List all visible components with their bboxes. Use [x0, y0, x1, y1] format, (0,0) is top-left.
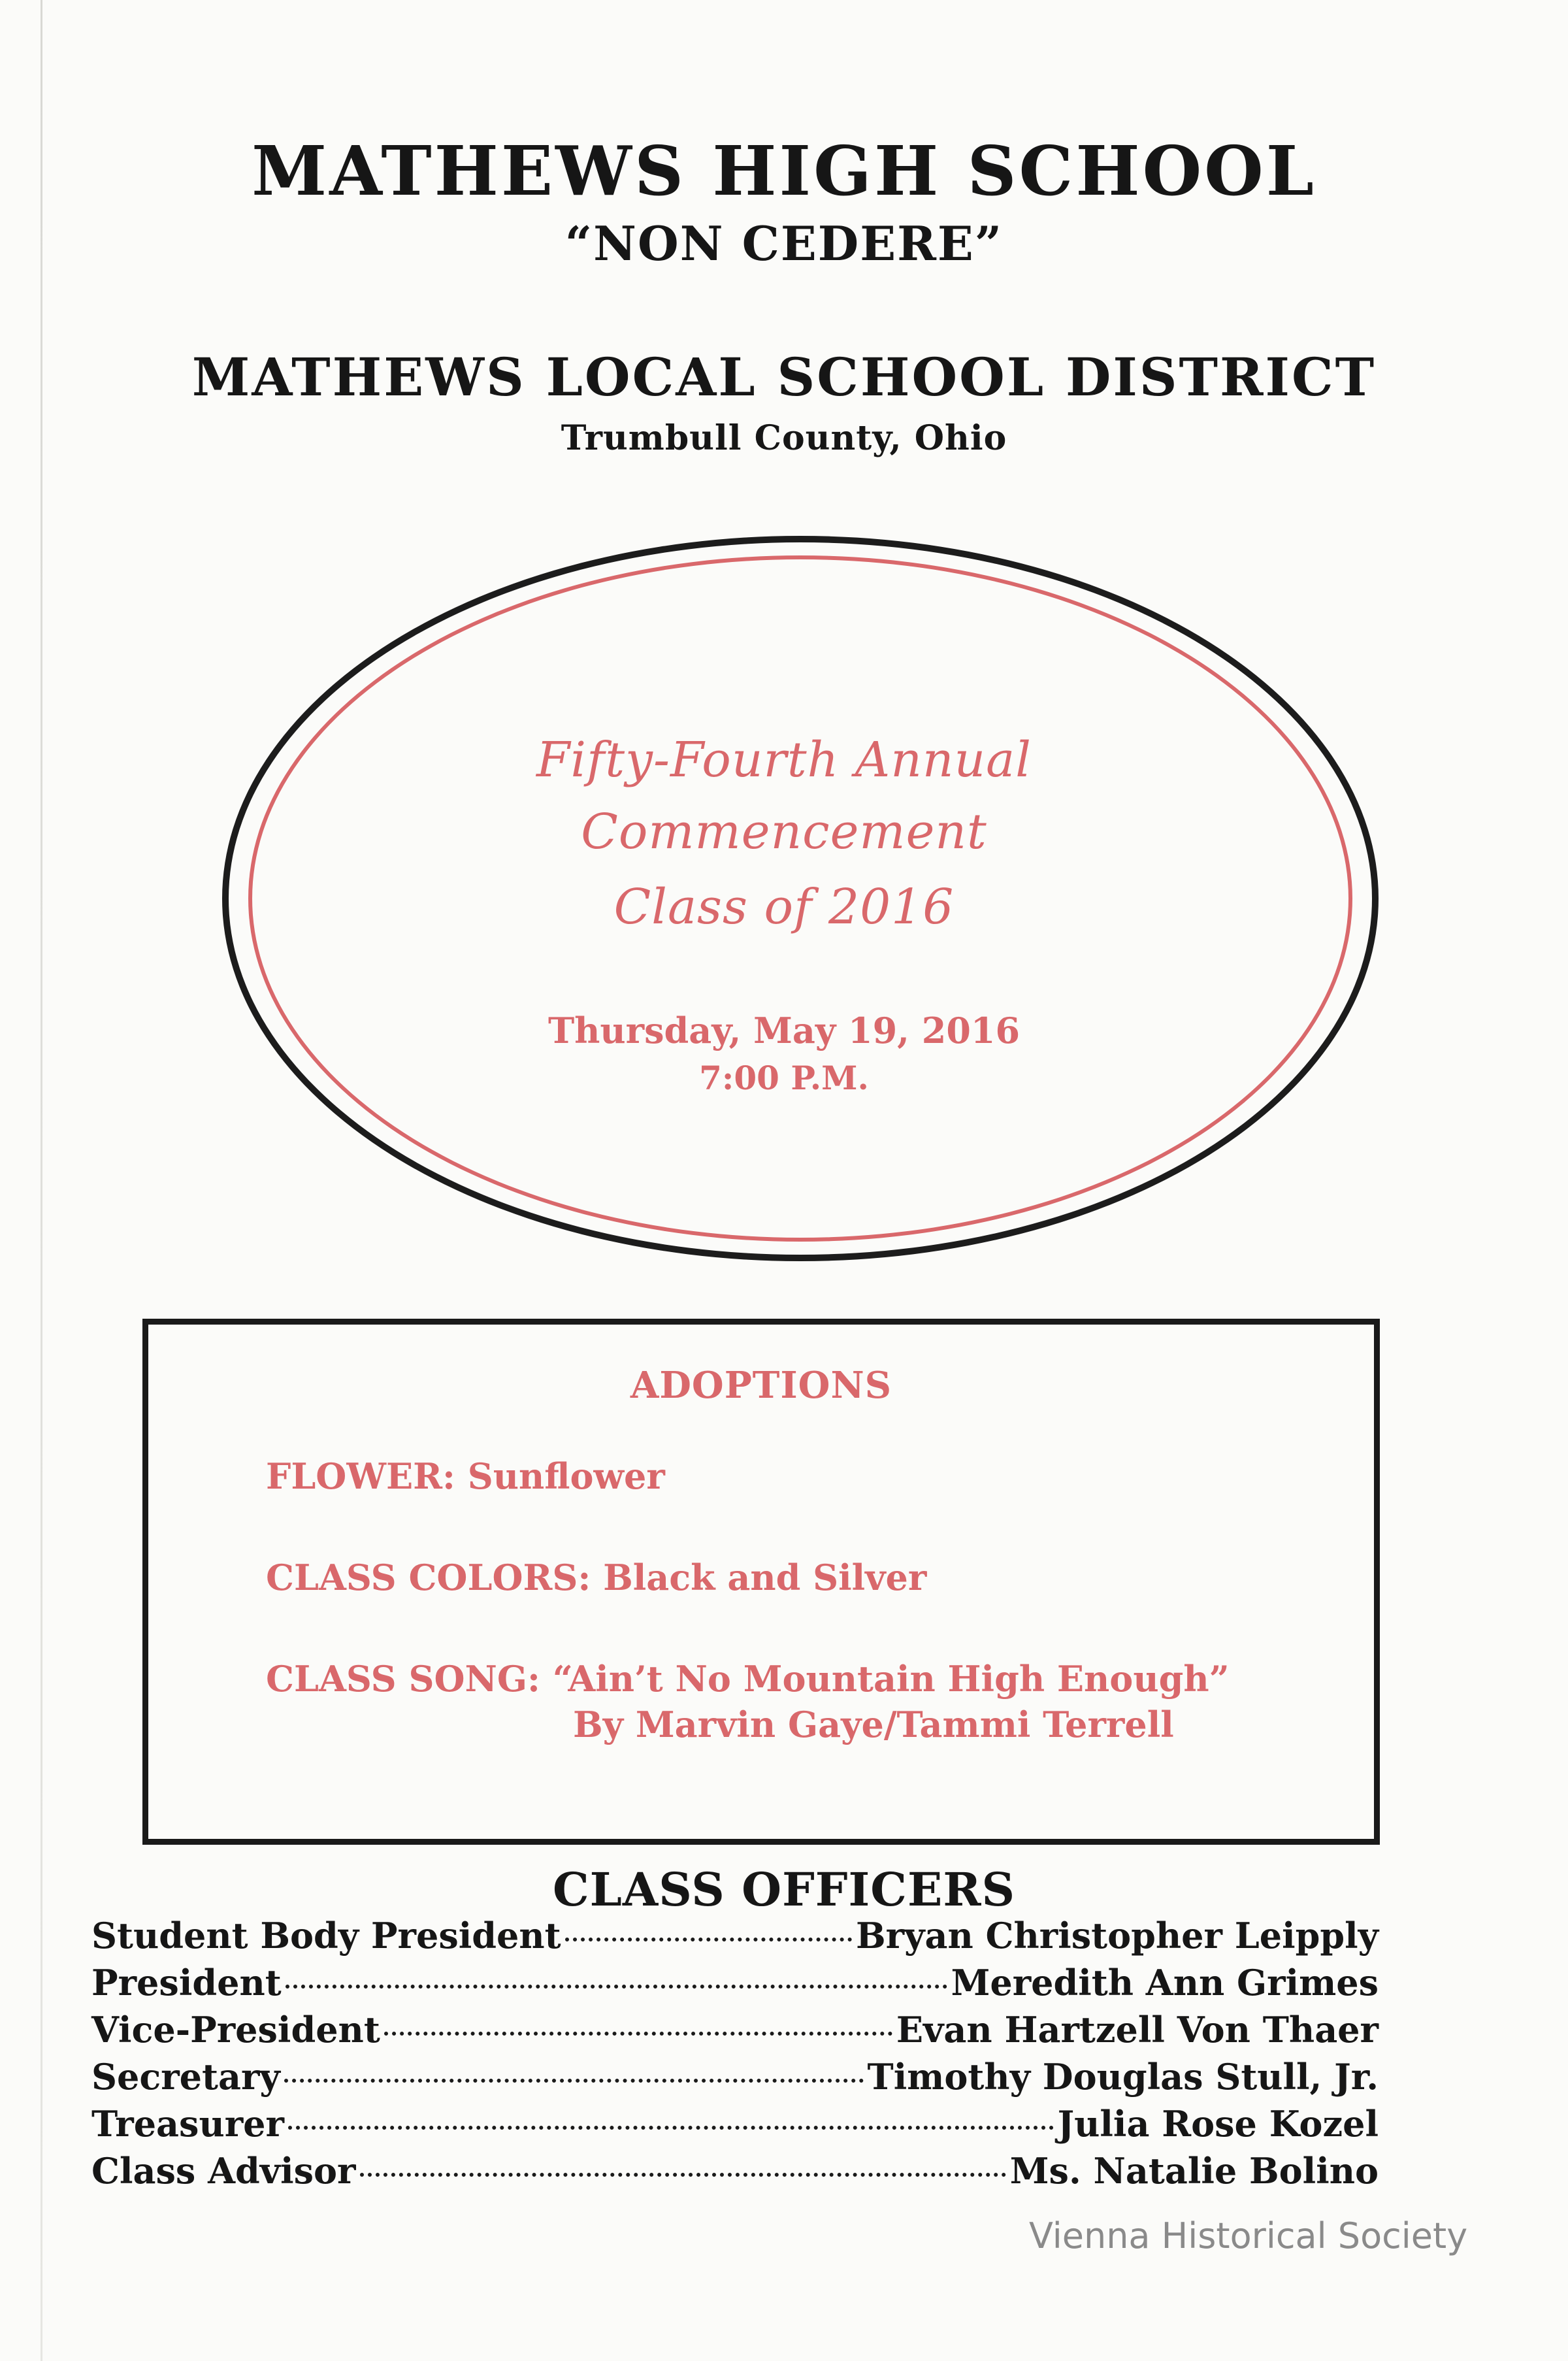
dot-leader: [284, 2079, 864, 2083]
adoption-song-artist: By Marvin Gaye/Tammi Terrell: [573, 1704, 1174, 1745]
class-officers-list: [91, 1915, 1379, 2197]
school-motto: “NON CEDERE”: [564, 216, 1004, 271]
officer-row: [91, 2009, 1379, 2056]
officer-name: Julia Rose Kozel: [1057, 2103, 1379, 2145]
event-date: Thursday, May 19, 2016: [547, 1010, 1021, 1051]
officer-row: [91, 2150, 1379, 2197]
adoption-flower: FLOWER: Sunflower: [266, 1455, 665, 1497]
adoptions-box: [142, 1319, 1380, 1845]
adoption-class-song: CLASS SONG: “Ain’t No Mountain High Enough”: [266, 1658, 1230, 1700]
dot-leader: [286, 1985, 947, 1989]
officer-title: Treasurer: [91, 2103, 284, 2145]
officer-row: [91, 2103, 1379, 2150]
dot-leader: [384, 2032, 892, 2036]
adoptions-heading: ADOPTIONS: [630, 1364, 892, 1407]
officer-name: Bryan Christopher Leipply: [856, 1915, 1379, 1956]
officer-title: Vice-President: [91, 2009, 380, 2051]
officer-row: [91, 1915, 1379, 1962]
officer-name: Meredith Ann Grimes: [951, 1962, 1379, 2004]
school-name: MATHEWS HIGH SCHOOL: [252, 131, 1316, 211]
district-name: MATHEWS LOCAL SCHOOL DISTRICT: [191, 346, 1377, 408]
officer-title: Secretary: [91, 2056, 280, 2098]
dot-leader: [288, 2126, 1054, 2130]
adoption-class-colors: CLASS COLORS: Black and Silver: [266, 1557, 927, 1598]
dot-leader: [360, 2173, 1006, 2177]
officer-name: Evan Hartzell Von Thaer: [896, 2009, 1379, 2051]
watermark-text: Vienna Historical Society: [1029, 2215, 1468, 2256]
officer-name: Ms. Natalie Bolino: [1009, 2150, 1379, 2192]
officer-title: Class Advisor: [91, 2150, 356, 2192]
officer-title: Student Body President: [91, 1915, 561, 1956]
dot-leader: [565, 1938, 852, 1941]
class-officers-heading: CLASS OFFICERS: [552, 1862, 1016, 1917]
officer-name: Timothy Douglas Stull, Jr.: [867, 2056, 1379, 2098]
event-time: 7:00 P.M.: [699, 1059, 869, 1097]
officer-row: [91, 1962, 1379, 2009]
event-title-line1: Fifty-Fourth Annual: [536, 732, 1032, 788]
event-title-line3: Class of 2016: [613, 879, 955, 935]
officer-row: [91, 2056, 1379, 2103]
county-line: Trumbull County, Ohio: [561, 418, 1007, 458]
officer-title: President: [91, 1962, 282, 2004]
event-title-line2: Commencement: [581, 804, 987, 860]
